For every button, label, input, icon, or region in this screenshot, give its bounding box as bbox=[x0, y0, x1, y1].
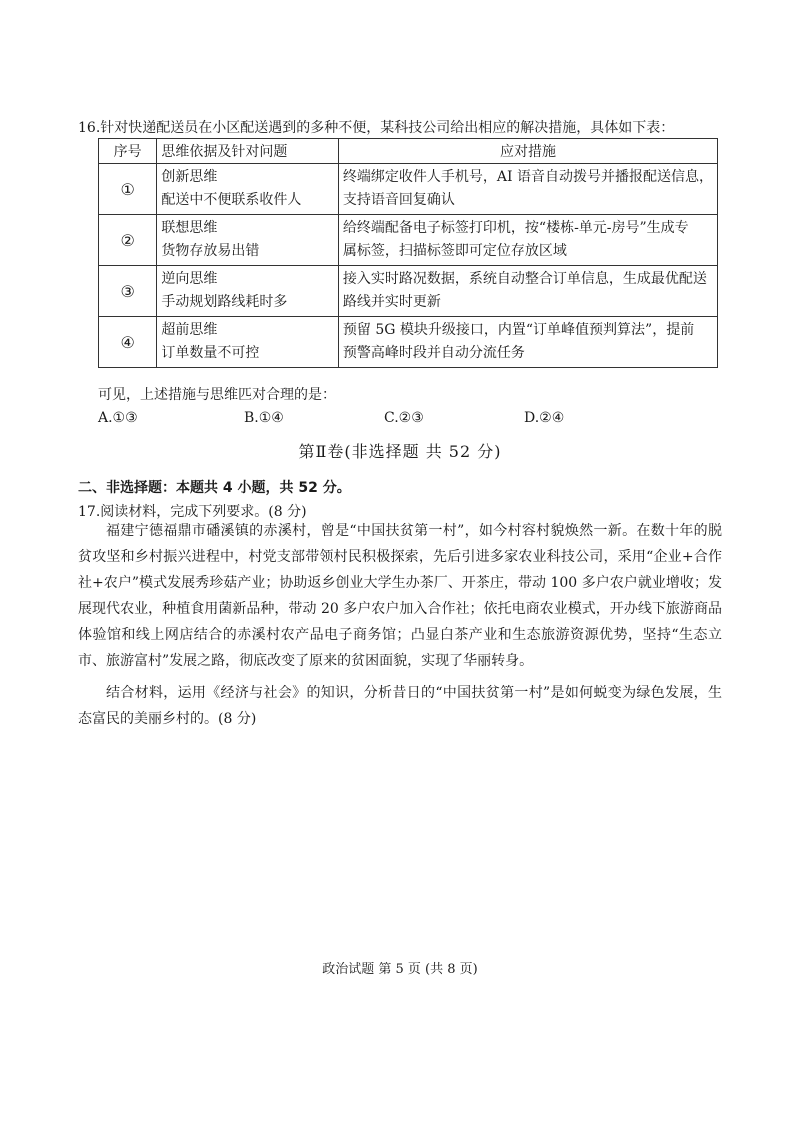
question-17-stem: 17.阅读材料，完成下列要求。(8 分) bbox=[78, 504, 307, 520]
question-16-conclusion: 可见，上述措施与思维匹对合理的是： bbox=[98, 387, 336, 403]
row-number: ③ bbox=[99, 266, 157, 317]
measure-line-2: 预警高峰时段并自动分流任务 bbox=[342, 345, 525, 361]
table-row bbox=[99, 164, 718, 215]
row-number: ④ bbox=[99, 317, 157, 368]
thinking-type: 创新思维 bbox=[161, 169, 218, 185]
problem-text: 订单数量不可控 bbox=[161, 345, 260, 361]
table-row bbox=[99, 266, 718, 317]
header-measures: 应对措施 bbox=[338, 139, 717, 164]
problem-text: 货物存放易出错 bbox=[161, 243, 260, 259]
row-number: ① bbox=[99, 164, 157, 215]
header-number: 序号 bbox=[99, 139, 157, 164]
option-b: B.①④ bbox=[244, 410, 284, 426]
header-thinking: 思维依据及针对问题 bbox=[157, 139, 339, 164]
option-a: A.①③ bbox=[98, 410, 138, 426]
thinking-type: 逆向思维 bbox=[161, 271, 218, 287]
problem-text: 手动规划路线耗时多 bbox=[161, 294, 288, 310]
requirement-paragraph: 结合材料，运用《经济与社会》的知识，分析昔日的“中国扶贫第一村”是如何蜕变为绿色发展，生态富民的美丽乡村的。(8 分) bbox=[78, 685, 722, 727]
question-16-stem: 16.针对快递配送员在小区配送遇到的多种不便，某科技公司给出相应的解决措施，具体如下表： bbox=[78, 120, 675, 136]
section-title: 第Ⅱ卷(非选择题 共 52 分) bbox=[298, 442, 502, 461]
row-measure-cell bbox=[338, 266, 717, 317]
measures-table bbox=[98, 138, 718, 368]
table-row bbox=[99, 215, 718, 266]
row-thinking-cell bbox=[157, 164, 339, 215]
thinking-type: 联想思维 bbox=[161, 220, 218, 236]
measure-line-2: 路线并实时更新 bbox=[342, 294, 441, 310]
row-number: ② bbox=[99, 215, 157, 266]
row-thinking-cell bbox=[157, 266, 339, 317]
question-17-material bbox=[78, 518, 722, 674]
row-measure-cell bbox=[338, 164, 717, 215]
row-measure-cell bbox=[338, 317, 717, 368]
question-17-requirement bbox=[78, 680, 722, 732]
section-heading: 二、非选择题：本题共 4 小题，共 52 分。 bbox=[78, 480, 351, 496]
material-paragraph: 福建宁德福鼎市磻溪镇的赤溪村，曾是“中国扶贫第一村”，如今村容村貌焕然一新。在数十年的脱贫攻坚和乡村振兴进程中，村党支部带领村民积极探索，先后引进多家农业科技公司，采用“企业+合作社+农户”模式发展秀珍菇产业；协助返乡创业大学生办茶厂、开茶庄，带动 100 多户农户就业增收；发展现代农业，种植食用菌新品种，带动 20 多户农户加入合作社；依托电商农业模式，开办线下旅游商品体验馆和线上网店结合的赤溪村农产品电子商务馆；凸显白茶产业和生态旅游资源优势，坚持“生态立市、旅游富村”发展之路，彻底改变了原来的贫困面貌，实现了华丽转身。 bbox=[78, 523, 722, 669]
option-d: D.②④ bbox=[524, 410, 565, 426]
measure-line-2: 支持语音回复确认 bbox=[342, 192, 455, 208]
measure-line-1: 预留 5G 模块升级接口，内置“订单峰值预判算法”，提前 bbox=[342, 322, 695, 338]
measure-line-1: 给终端配备电子标签打印机，按“楼栋-单元-房号”生成专 bbox=[342, 220, 689, 236]
row-measure-cell bbox=[338, 215, 717, 266]
option-c: C.②③ bbox=[384, 410, 424, 426]
page-footer: 政治试题 第 5 页 (共 8 页) bbox=[322, 962, 478, 977]
table-header-row bbox=[99, 139, 718, 164]
measure-line-1: 接入实时路况数据，系统自动整合订单信息，生成最优配送 bbox=[342, 271, 707, 287]
row-thinking-cell bbox=[157, 215, 339, 266]
row-thinking-cell bbox=[157, 317, 339, 368]
table-row bbox=[99, 317, 718, 368]
measure-line-2: 属标签，扫描标签即可定位存放区域 bbox=[342, 243, 567, 259]
measure-line-1: 终端绑定收件人手机号，AI 语音自动拨号并播报配送信息， bbox=[342, 169, 713, 185]
thinking-type: 超前思维 bbox=[161, 322, 218, 338]
problem-text: 配送中不便联系收件人 bbox=[161, 192, 302, 208]
